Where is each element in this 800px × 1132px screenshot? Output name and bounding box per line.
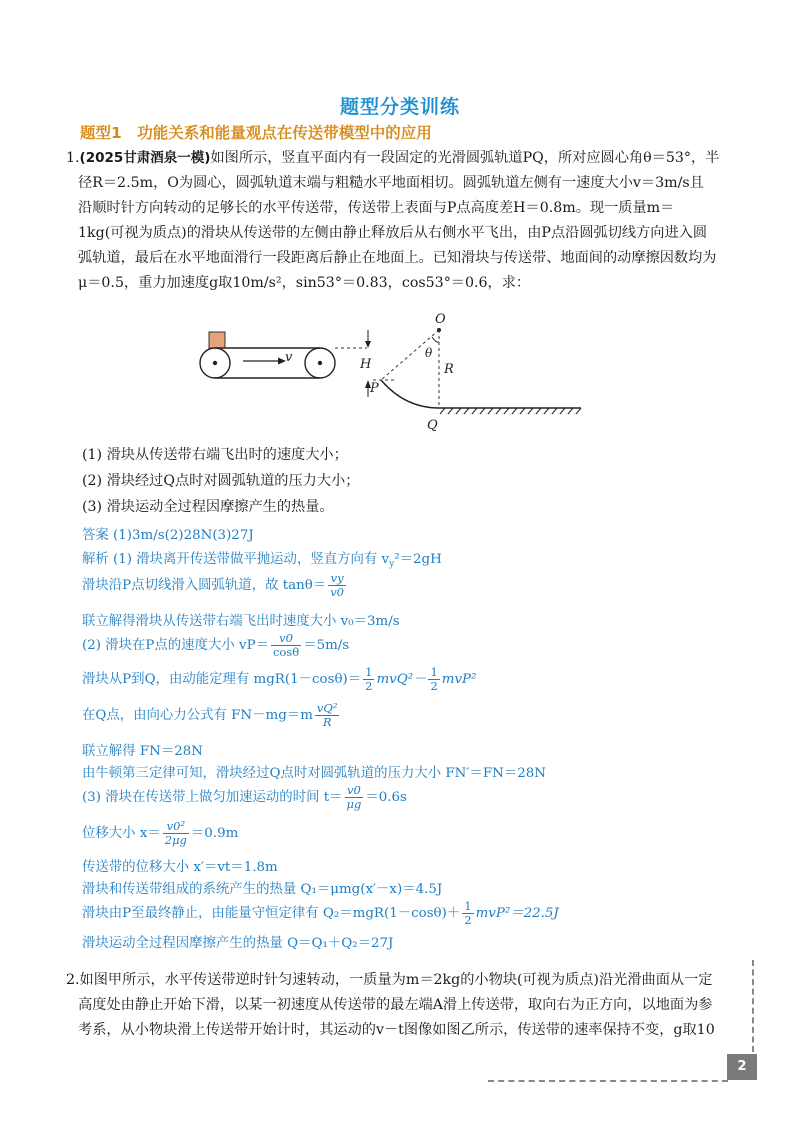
question-number: 1. bbox=[66, 150, 80, 166]
page-border-dash bbox=[488, 1080, 728, 1082]
label-Q: Q bbox=[427, 418, 438, 433]
question-number: 2. bbox=[66, 972, 80, 988]
solution-line: 传送带的位移大小 x′＝vt＝1.8m bbox=[82, 860, 278, 875]
question-1-stem bbox=[66, 146, 748, 296]
solution-line: 由牛顿第三定律可知，滑块经过Q点时对圆弧轨道的压力大小 FN′＝FN＝28N bbox=[82, 766, 546, 781]
sub-question-1: (1) 滑块从传送带右端飞出时的速度大小； bbox=[82, 447, 348, 463]
solution-line: 解析 (1) 滑块离开传送带做平抛运动，竖直方向有 $v_y^2=2gH$ bbox=[82, 552, 442, 570]
solution-line: 位移大小 x＝ $\frac{\text{v0²}}{2\mu g}$ ＝0.9m bbox=[82, 819, 239, 847]
stem-line: 如图所示，竖直平面内有一段固定的光滑圆弧轨道PQ，所对应圆心角θ＝53°，半 bbox=[210, 150, 720, 166]
solution-line: 联立解得滑块从传送带右端飞出时速度大小 v₀＝3m/s bbox=[82, 614, 400, 629]
sub-question-2: (2) 滑块经过Q点时对圆弧轨道的压力大小； bbox=[82, 473, 360, 489]
label-R: R bbox=[444, 362, 454, 377]
stem-line: 弧轨道，最后在水平地面滑行一段距离后静止在地面上。已知滑块与传送带、地面间的动摩擦因数均为 bbox=[78, 250, 717, 266]
page-border-dash bbox=[752, 960, 754, 1052]
solution-line: 滑块从P到Q，由动能定理有 mgR(1－cosθ)＝ $\frac{1}{2}$ mvQ²－ $\frac{1}{2}$ mvP² bbox=[82, 665, 477, 693]
solution-line: (2) 滑块在P点的速度大小 vP＝ $\frac{v0}{\cos\theta}$ ＝5m/s bbox=[82, 631, 350, 659]
conveyor-arc-figure bbox=[195, 305, 595, 440]
label-H: H bbox=[360, 357, 372, 372]
slider-block bbox=[209, 332, 225, 348]
stem-line: 如图甲所示，水平传送带逆时针匀速转动，一质量为m＝2kg的小物块(可视为质点)沿光滑曲面从一定 bbox=[79, 972, 713, 988]
section-heading: 题型1 功能关系和能量观点在传送带模型中的应用 bbox=[80, 124, 432, 142]
conveyor-belt bbox=[200, 348, 335, 378]
stem-line: 沿顺时针方向转动的足够长的水平传送带，传送带上表面与P点高度差H＝0.8m。现一质量m＝ bbox=[78, 200, 675, 216]
label-v: v bbox=[285, 350, 293, 365]
ground bbox=[439, 408, 581, 414]
arc-track bbox=[381, 380, 439, 408]
solution-line: 滑块沿P点切线滑入圆弧轨道，故 tanθ＝ $\frac{vy}{v0}$ bbox=[82, 571, 345, 599]
solution-line: 滑块和传送带组成的系统产生的热量 Q₁＝μmg(x′－x)＝4.5J bbox=[82, 882, 443, 897]
label-O: O bbox=[435, 312, 446, 327]
stem-line: 径R＝2.5m，O为圆心，圆弧轨道末端与粗糙水平地面相切。圆弧轨道左侧有一速度大小v＝3m/s且 bbox=[78, 175, 704, 191]
solution-line: (3) 滑块在传送带上做匀加速运动的时间 t＝ $\frac{v0}{\mu g}$ ＝0.6s bbox=[82, 783, 407, 811]
stem-line: 高度处由静止开始下滑，以某一初速度从传送带的最左端A滑上传送带，取向右为正方向，以地面为参 bbox=[78, 997, 713, 1013]
page-title: 题型分类训练 bbox=[339, 96, 460, 118]
solution-line: 在Q点，由向心力公式有 FN－mg＝m $\frac{\text{vQ²}}{R}$ bbox=[82, 701, 338, 729]
label-theta: θ bbox=[425, 346, 433, 360]
question-2-stem bbox=[66, 968, 748, 1043]
solution-line: 联立解得 FN＝28N bbox=[82, 744, 203, 759]
answer-summary: 答案 (1)3m/s(2)28N(3)27J bbox=[82, 528, 254, 543]
stem-line: μ＝0.5，重力加速度g取10m/s²，sin53°＝0.83，cos53°＝0.6，求： bbox=[78, 275, 531, 291]
label-P: P bbox=[370, 381, 379, 396]
solution-line: 滑块运动全过程因摩擦产生的热量 Q＝Q₁＋Q₂＝27J bbox=[82, 936, 394, 951]
stem-line: 1kg(可视为质点)的滑块从传送带的左侧由静止释放后从右侧水平飞出，由P点沿圆弧切线方向进入圆 bbox=[78, 225, 708, 241]
solution-line: 滑块由P至最终静止，由能量守恒定律有 Q₂＝mgR(1－cosθ)＋ $\frac{1}{2}$ mvP²＝22.5J bbox=[82, 899, 559, 927]
page-number: 2 bbox=[727, 1054, 757, 1080]
question-source: (2025甘肃酒泉一模) bbox=[79, 150, 211, 166]
stem-line: 考系，从小物块滑上传送带开始计时，其运动的v－t图像如图乙所示，传送带的速率保持不变，g取10 bbox=[78, 1022, 715, 1038]
sub-question-3: (3) 滑块运动全过程因摩擦产生的热量。 bbox=[82, 499, 334, 515]
